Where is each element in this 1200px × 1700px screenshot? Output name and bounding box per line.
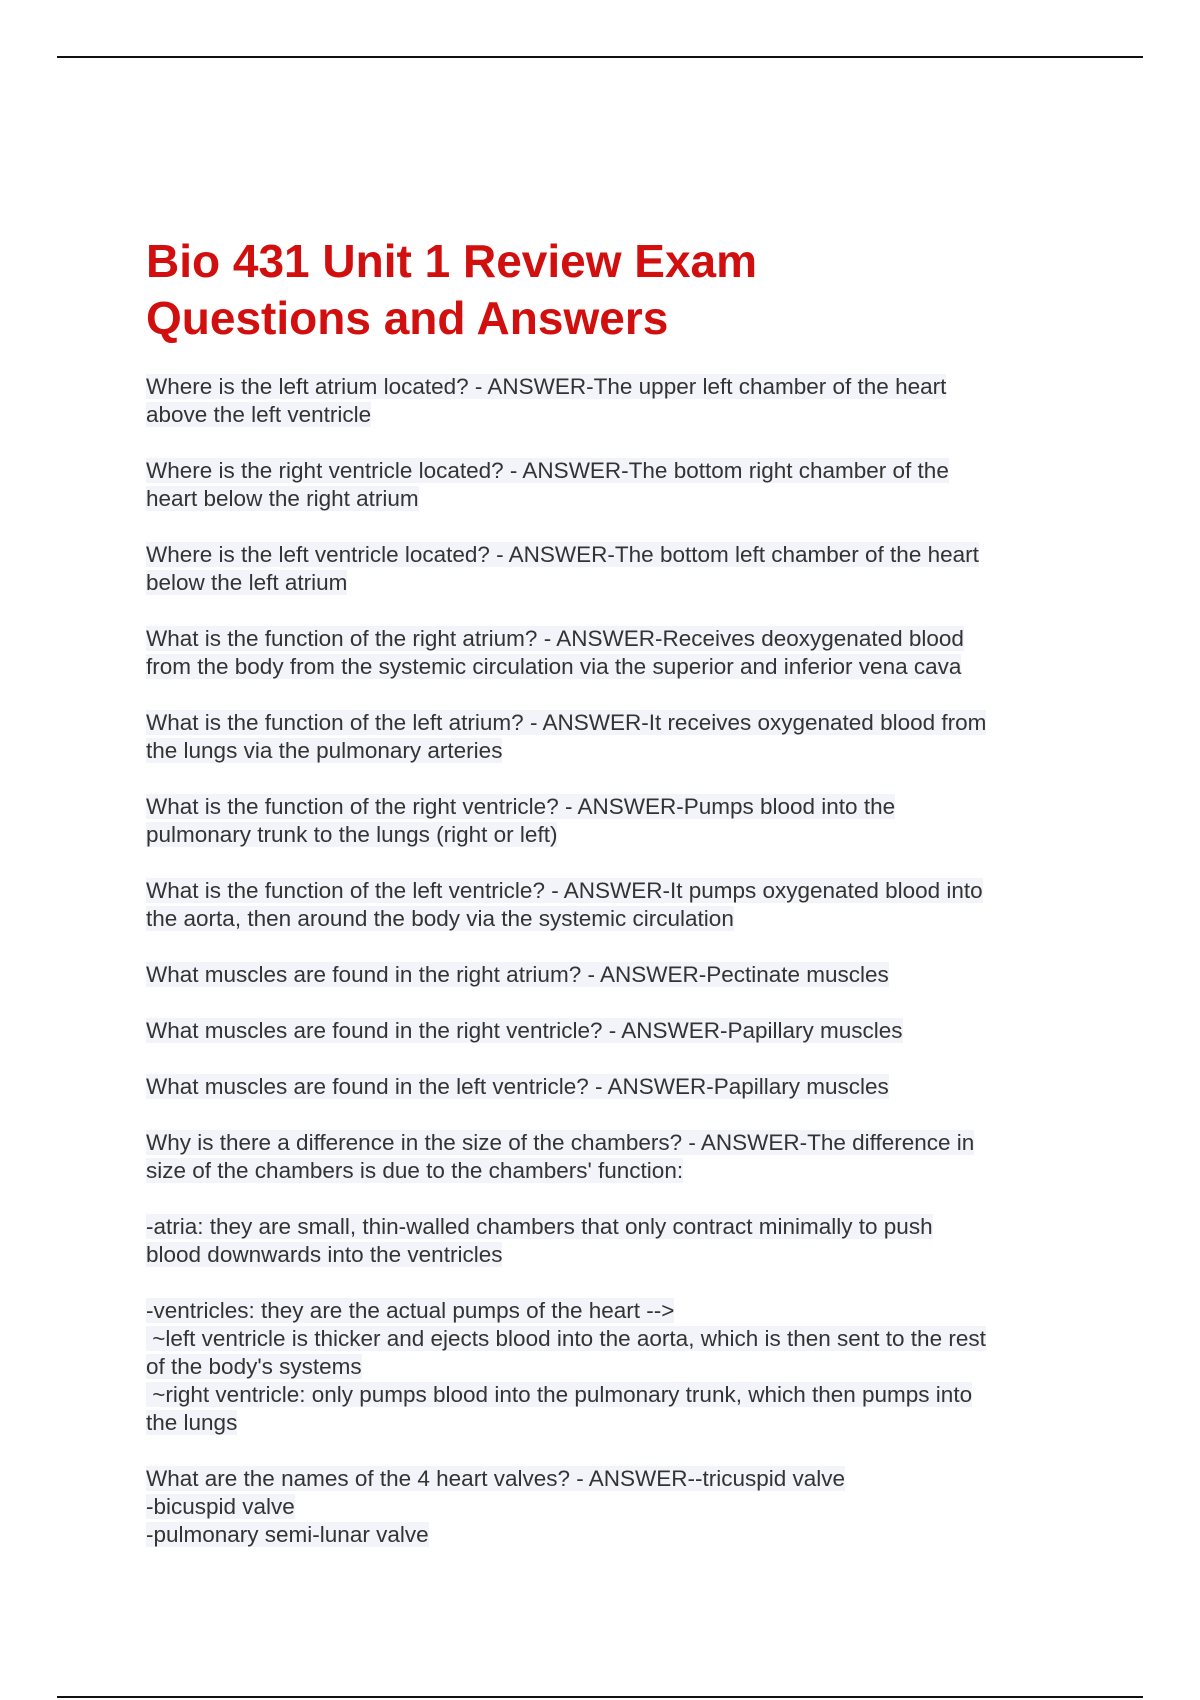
qa-line (146, 373, 1066, 401)
qa-paragraph (146, 1213, 1066, 1269)
qa-line (146, 1409, 1066, 1437)
qa-line-text: What is the function of the left atrium? - ANSWER-It receives oxygenated blood from (146, 710, 987, 735)
qa-line (146, 401, 1066, 429)
qa-line (146, 1353, 1066, 1381)
qa-paragraph (146, 877, 1066, 933)
qa-line-text: What is the function of the left ventricle? - ANSWER-It pumps oxygenated blood into (146, 878, 983, 903)
qa-paragraph (146, 373, 1066, 429)
qa-line (146, 569, 1066, 597)
qa-line-text: What are the names of the 4 heart valves? - ANSWER--tricuspid valve (146, 1466, 846, 1491)
qa-paragraph (146, 541, 1066, 597)
qa-line (146, 1521, 1066, 1549)
qa-line (146, 625, 1066, 653)
qa-line-text: ~right ventricle: only pumps blood into the pulmonary trunk, which then pumps into (146, 1382, 973, 1407)
qa-line-text: from the body from the systemic circulation via the superior and inferior vena cava (146, 654, 962, 679)
qa-line-text: Where is the left atrium located? - ANSWER-The upper left chamber of the heart (146, 374, 947, 399)
qa-line-text: size of the chambers is due to the chambers' function: (146, 1158, 684, 1183)
qa-line-text: What is the function of the right ventricle? - ANSWER-Pumps blood into the (146, 794, 896, 819)
qa-paragraph (146, 1465, 1066, 1549)
qa-line (146, 1493, 1066, 1521)
qa-line (146, 457, 1066, 485)
qa-paragraph (146, 961, 1066, 989)
qa-line-text: the lungs via the pulmonary arteries (146, 738, 503, 763)
qa-line-text: blood downwards into the ventricles (146, 1242, 503, 1267)
qa-line-text: ~left ventricle is thicker and ejects blood into the aorta, which is then sent to the rest (146, 1326, 986, 1351)
qa-line-text: What muscles are found in the right ventricle? - ANSWER-Papillary muscles (146, 1018, 903, 1043)
qa-line (146, 653, 1066, 681)
qa-line-text: the aorta, then around the body via the systemic circulation (146, 906, 734, 931)
qa-line-text: Why is there a difference in the size of the chambers? - ANSWER-The difference in (146, 1130, 975, 1155)
qa-line (146, 709, 1066, 737)
qa-line (146, 1129, 1066, 1157)
qa-line-text: -ventricles: they are the actual pumps of the heart --> (146, 1298, 675, 1323)
qa-line-text: -bicuspid valve (146, 1494, 295, 1519)
qa-paragraph (146, 625, 1066, 681)
qa-paragraph (146, 1073, 1066, 1101)
qa-line (146, 1241, 1066, 1269)
qa-line (146, 961, 1066, 989)
qa-line (146, 877, 1066, 905)
qa-line (146, 1325, 1066, 1353)
qa-line-text: What muscles are found in the right atrium? - ANSWER-Pectinate muscles (146, 962, 889, 987)
qa-paragraph (146, 709, 1066, 765)
qa-line-text: above the left ventricle (146, 402, 372, 427)
document-body (146, 233, 1066, 1577)
qa-line (146, 821, 1066, 849)
qa-line (146, 793, 1066, 821)
qa-line (146, 1073, 1066, 1101)
qa-line-text: -atria: they are small, thin-walled chambers that only contract minimally to push (146, 1214, 933, 1239)
qa-paragraph (146, 457, 1066, 513)
qa-line-text: What muscles are found in the left ventricle? - ANSWER-Papillary muscles (146, 1074, 889, 1099)
qa-line-text: heart below the right atrium (146, 486, 419, 511)
qa-line-text: below the left atrium (146, 570, 348, 595)
qa-line-text: What is the function of the right atrium? - ANSWER-Receives deoxygenated blood (146, 626, 964, 651)
qa-line-text: Where is the left ventricle located? - ANSWER-The bottom left chamber of the heart (146, 542, 979, 567)
qa-line-text: the lungs (146, 1410, 238, 1435)
qa-line (146, 485, 1066, 513)
qa-paragraph (146, 1297, 1066, 1437)
qa-line (146, 905, 1066, 933)
qa-paragraph (146, 1129, 1066, 1185)
document-title (146, 233, 1066, 347)
qa-line (146, 1297, 1066, 1325)
qa-line (146, 737, 1066, 765)
qa-line-text: pulmonary trunk to the lungs (right or left) (146, 822, 558, 847)
qa-line (146, 1157, 1066, 1185)
qa-line (146, 1381, 1066, 1409)
qa-list (146, 373, 1066, 1549)
qa-paragraph (146, 793, 1066, 849)
title-line-1: Bio 431 Unit 1 Review Exam (146, 235, 758, 287)
qa-line-text: -pulmonary semi-lunar valve (146, 1522, 429, 1547)
qa-line (146, 541, 1066, 569)
qa-line (146, 1465, 1066, 1493)
bottom-rule (57, 1696, 1143, 1698)
qa-line (146, 1017, 1066, 1045)
qa-paragraph (146, 1017, 1066, 1045)
title-line-2: Questions and Answers (146, 292, 669, 344)
qa-line (146, 1213, 1066, 1241)
qa-line-text: Where is the right ventricle located? - ANSWER-The bottom right chamber of the (146, 458, 949, 483)
qa-line-text: of the body's systems (146, 1354, 362, 1379)
top-rule (57, 56, 1143, 58)
